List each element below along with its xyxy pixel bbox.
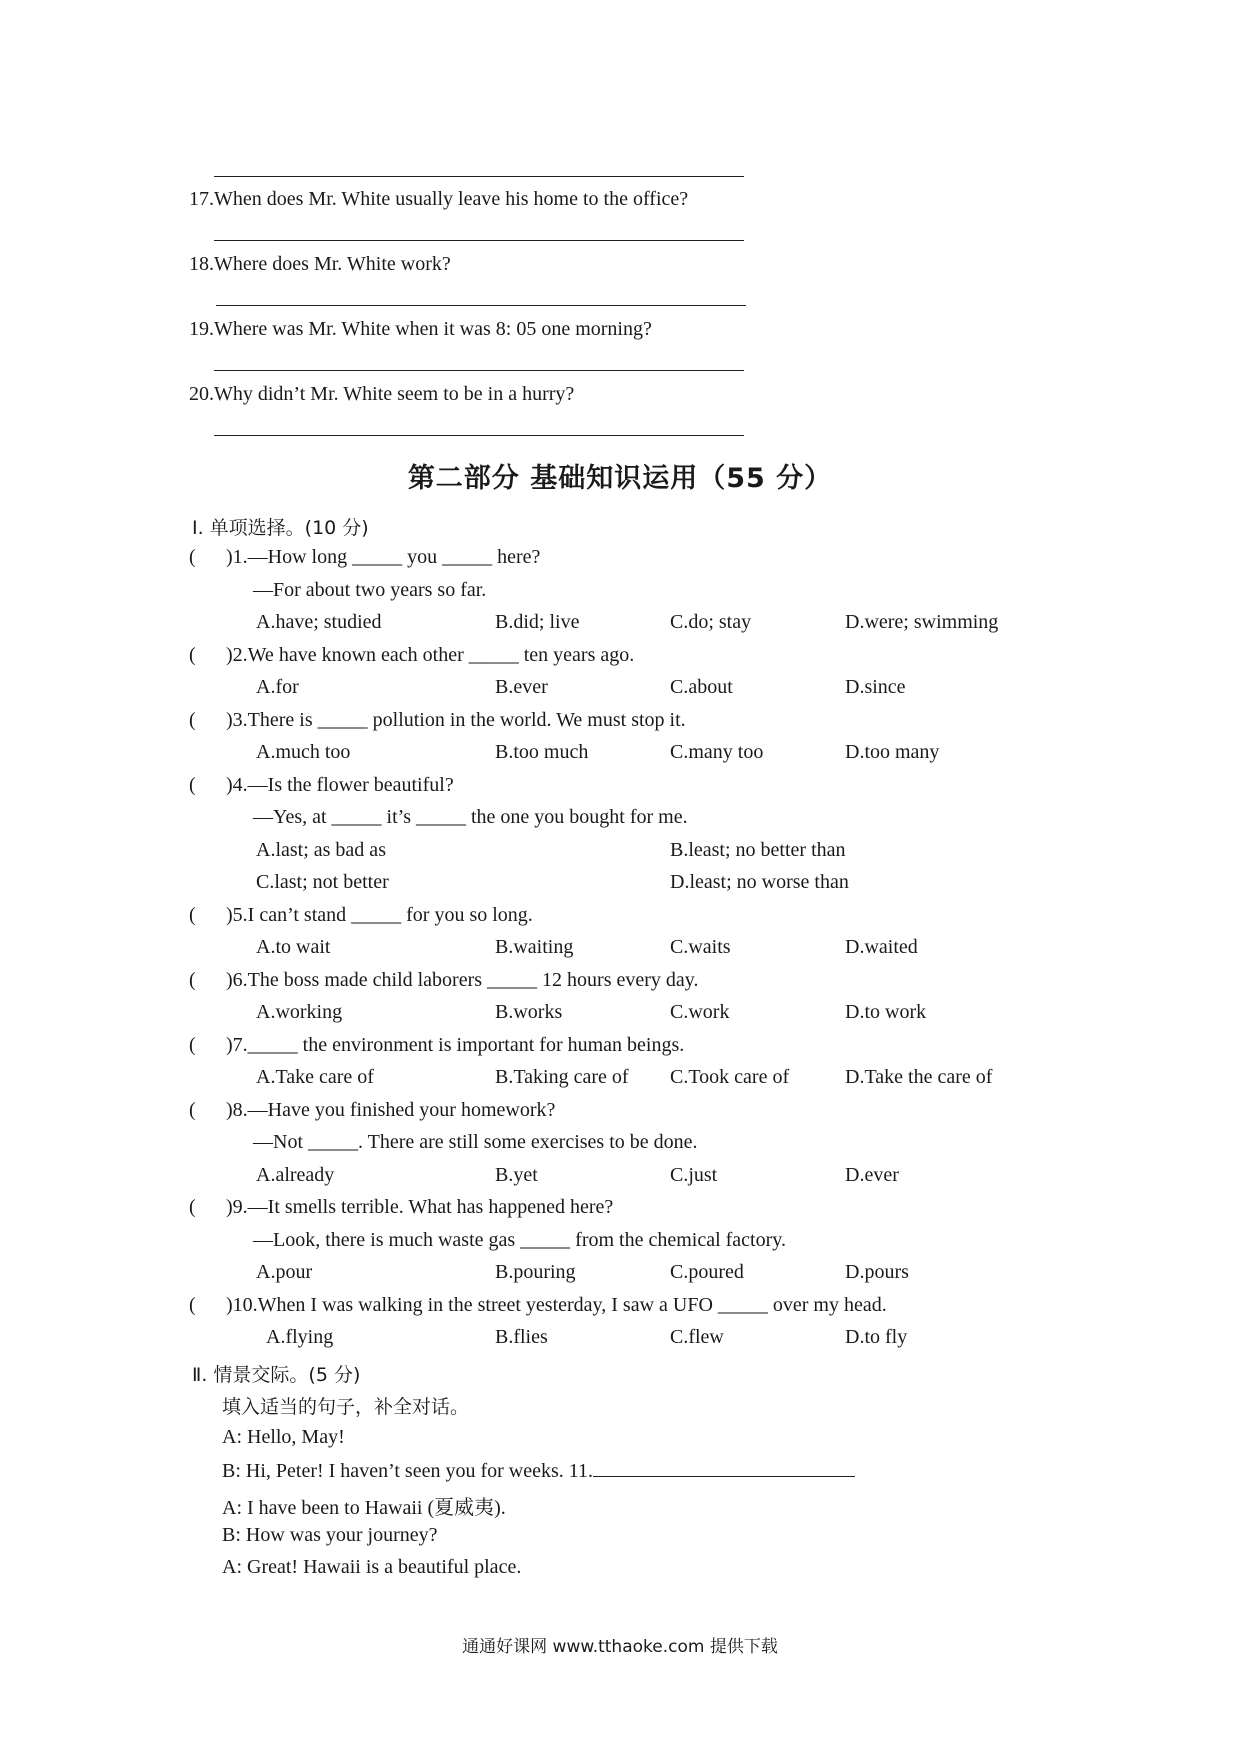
option-2b: B.ever: [495, 676, 548, 698]
dialogue-line-4: B: How was your journey?: [222, 1524, 438, 1546]
dialogue-line-2: [222, 1458, 855, 1483]
question-stem-8: )8.—Have you finished your homework?: [226, 1099, 556, 1121]
option-1a: A.have; studied: [256, 611, 382, 633]
question-18: 18.Where does Mr. White work?: [189, 253, 451, 275]
option-1c: C.do; stay: [670, 611, 752, 633]
option-5d: D.waited: [845, 936, 918, 958]
answer-line-20[interactable]: [214, 435, 744, 436]
dialogue-line-3: A: I have been to Hawaii (夏威夷).: [222, 1497, 506, 1519]
option-4b: B.least; no better than: [670, 839, 846, 861]
option-3c: C.many too: [670, 741, 764, 763]
part2-title: 第二部分 基础知识运用（55 分）: [407, 463, 833, 494]
option-9a: A.pour: [256, 1261, 313, 1283]
question-stem-2: )2.We have known each other _____ ten years ago.: [226, 644, 635, 666]
option-8d: D.ever: [845, 1164, 899, 1186]
answer-paren-1[interactable]: (: [189, 546, 196, 568]
option-10b: B.flies: [495, 1326, 548, 1348]
option-6d: D.to work: [845, 1001, 927, 1023]
option-4a: A.last; as bad as: [256, 839, 386, 861]
option-1b: B.did; live: [495, 611, 580, 633]
option-2c: C.about: [670, 676, 733, 698]
option-2a: A.for: [256, 676, 299, 698]
option-10a: A.flying: [266, 1326, 334, 1348]
option-4c: C.last; not better: [256, 871, 389, 893]
option-5b: B.waiting: [495, 936, 574, 958]
option-7d: D.Take the care of: [845, 1066, 993, 1088]
dialogue-line-5: A: Great! Hawaii is a beautiful place.: [222, 1556, 522, 1578]
option-6a: A.working: [256, 1001, 343, 1023]
option-9c: C.poured: [670, 1261, 744, 1283]
question-stem-3: )3.There is _____ pollution in the world. We must stop it.: [226, 709, 686, 731]
answer-paren-2[interactable]: (: [189, 644, 196, 666]
section1-heading: Ⅰ. 单项选择。(10 分): [192, 517, 369, 539]
answer-paren-3[interactable]: (: [189, 709, 196, 731]
footer-credit: 通通好课网 www.tthaoke.com 提供下载: [462, 1637, 778, 1657]
option-1d: D.were; swimming: [845, 611, 999, 633]
option-3b: B.too much: [495, 741, 589, 763]
option-8a: A.already: [256, 1164, 335, 1186]
option-7c: C.Took care of: [670, 1066, 790, 1088]
question-sub-1: —For about two years so far.: [253, 579, 487, 601]
question-sub-8: —Not _____. There are still some exercises to be done.: [253, 1131, 698, 1153]
question-20: 20.Why didn’t Mr. White seem to be in a hurry?: [189, 383, 575, 405]
question-stem-4: )4.—Is the flower beautiful?: [226, 774, 454, 796]
answer-line-16[interactable]: [214, 176, 744, 177]
option-3d: D.too many: [845, 741, 940, 763]
answer-paren-6[interactable]: (: [189, 969, 196, 991]
option-8b: B.yet: [495, 1164, 538, 1186]
question-stem-7: )7._____ the environment is important for human beings.: [226, 1034, 685, 1056]
section2-heading: Ⅱ. 情景交际。(5 分): [192, 1364, 361, 1386]
answer-paren-8[interactable]: (: [189, 1099, 196, 1121]
question-19: 19.Where was Mr. White when it was 8: 05 one morning?: [189, 318, 652, 340]
option-4d: D.least; no worse than: [670, 871, 849, 893]
dialogue-line-1: A: Hello, May!: [222, 1426, 345, 1448]
question-sub-4: —Yes, at _____ it’s _____ the one you bought for me.: [253, 806, 688, 828]
option-6c: C.work: [670, 1001, 730, 1023]
answer-paren-7[interactable]: (: [189, 1034, 196, 1056]
answer-paren-5[interactable]: (: [189, 904, 196, 926]
option-2d: D.since: [845, 676, 906, 698]
question-stem-5: )5.I can’t stand _____ for you so long.: [226, 904, 533, 926]
question-stem-9: )9.—It smells terrible. What has happened here?: [226, 1196, 614, 1218]
option-10c: C.flew: [670, 1326, 724, 1348]
option-6b: B.works: [495, 1001, 563, 1023]
option-5a: A.to wait: [256, 936, 331, 958]
question-stem-1: )1.—How long _____ you _____ here?: [226, 546, 541, 568]
option-7a: A.Take care of: [256, 1066, 374, 1088]
question-stem-10: )10.When I was walking in the street yesterday, I saw a UFO _____ over my head.: [226, 1294, 887, 1316]
section2-instruction: 填入适当的句子，补全对话。: [222, 1396, 470, 1418]
option-5c: C.waits: [670, 936, 731, 958]
dialogue-line-2-text: B: Hi, Peter! I haven’t seen you for weeks. 11.: [222, 1460, 594, 1482]
question-sub-9: —Look, there is much waste gas _____ from the chemical factory.: [253, 1229, 786, 1251]
question-stem-6: )6.The boss made child laborers _____ 12 hours every day.: [226, 969, 699, 991]
answer-paren-9[interactable]: (: [189, 1196, 196, 1218]
question-17: 17.When does Mr. White usually leave his home to the office?: [189, 188, 689, 210]
blank-11[interactable]: [593, 1458, 855, 1477]
option-8c: C.just: [670, 1164, 718, 1186]
option-10d: D.to fly: [845, 1326, 908, 1348]
option-7b: B.Taking care of: [495, 1066, 629, 1088]
option-9d: D.pours: [845, 1261, 909, 1283]
answer-paren-10[interactable]: (: [189, 1294, 196, 1316]
answer-line-17[interactable]: [214, 240, 744, 241]
option-9b: B.pouring: [495, 1261, 576, 1283]
answer-line-18[interactable]: [216, 305, 746, 306]
option-3a: A.much too: [256, 741, 351, 763]
answer-paren-4[interactable]: (: [189, 774, 196, 796]
answer-line-19[interactable]: [214, 370, 744, 371]
